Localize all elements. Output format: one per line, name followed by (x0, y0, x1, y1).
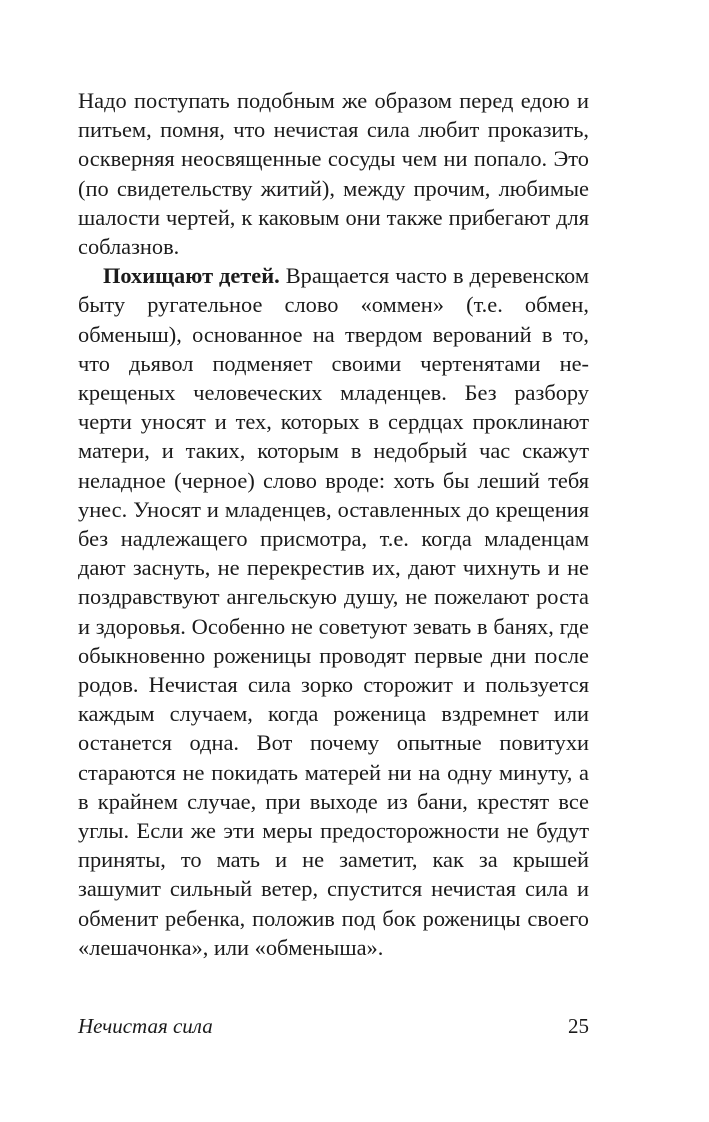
paragraph-2 (78, 261, 589, 962)
page-number: 25 (568, 1014, 589, 1038)
paragraph-2-heading: Похищают детей. (103, 263, 280, 289)
paragraph-1-text: Надо поступать подобным же образом перед едою и питьем, помня, что нечистая сила любит проказить, оскверняя неосвященные сосуды чем ни попало. Это (по свидетельству житий), между прочим, любимые шалости чертей, к каковым они также прибегают для соблазнов. (78, 88, 589, 260)
paragraph-2-text: Вращается часто в деревенском быту ругательное слово «оммен» (т.е. обмен, обменыш), основанное на твердом верований в то, что дьявол подменяет своими чертенятами некрещеных человеческих младенцев. Без разбору черти уносят и тех, которых в сердцах проклинают матери, и таких, которым в недобрый час скажут неладное (черное) слово вроде: хоть бы леший тебя унес. Уносят и младенцев, оставленных до крещения без надлежащего присмотра, т.е. когда младенцам дают заснуть, не перекрестив их, дают чихнуть и не поздравствуют ангельскую душу, не пожелают роста и здоровья. Особенно не советуют зевать в банях, где обыкновенно роженицы проводят первые дни после родов. Нечистая сила зорко сторожит и пользуется каждым случаем, когда роженица вздремнет или останется одна. Вот почему опытные повитухи стараются не покидать матерей ни на одну минуту, а в крайнем случае, при выходе из бани, крестят все углы. Если же эти меры предосторожности не будут приняты, то мать и не заметит, как за крышей зашумит сильный ветер, спустится нечистая сила и обменит ребенка, положив под бок роженицы своего «лешачонка», или «обменыша». (78, 263, 589, 960)
running-title: Нечистая сила (78, 1014, 213, 1038)
paragraph-1 (78, 86, 589, 261)
body-text (78, 86, 589, 962)
